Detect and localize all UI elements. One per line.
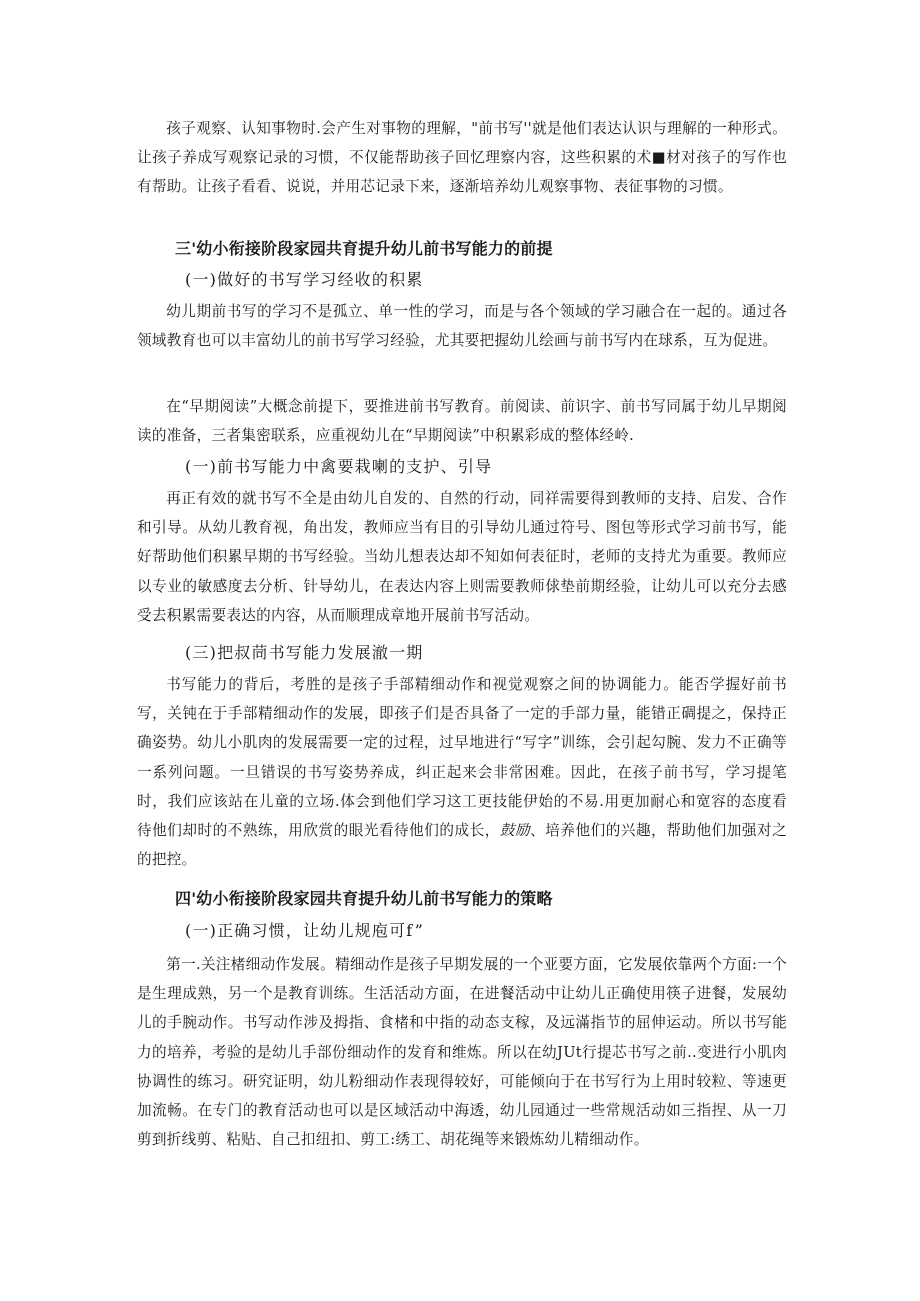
s4-paragraph-1: 第一.关注楮细动作发展。精细动作是孩子早期发展的一个亚要方面，它发展依靠两个方面:一个是生理成熟，另一个是教育训练。生活活动方面，在进餐活动中让幼儿正确使用筷子进餐，发展幼儿的手腕动作。书写动作涉及拇指、食楮和中指的动态支稼，及远滿指节的屈伸运动。所以书写能力的培养，考验的是幼儿手部份细动作的发育和维炼。所以在幼JUt行提芯书写之前..变进行小肌肉协调性的练习。研究证明，幼儿粉细动作表现得较好，可能倾向于在书写行为上用时较粒、等速更加流畅。在专门的教育活动也可以是区域活动中海透，幼儿园通过一些常规活动如三指捏、从一刀剪到折线剪、粘贴、自己扣纽扣、剪工:绣工、胡花绳等来锻炼幼儿精细动作。 (137, 956, 787, 1149)
s3-subheading-2: (一)前书写能力中禽要栽喇的支护、引导 (185, 457, 493, 476)
section3-title: 三'幼小衔接阶段家园共育提升幼儿前书写能力的前提 (175, 239, 553, 258)
section3-heading-block (137, 235, 787, 263)
s4-p1-block (137, 950, 787, 1154)
s3-sub3-block (137, 638, 787, 668)
s3-paragraph-3: 再正有效的就书写不全是由幼儿自发的、自然的行动，同祥需要得到教师的支持、启发、合作和引导。从幼儿教育视，角出发，教师应当有目的引导幼儿通过符号、图包等形式学习前书写，能好帮助他们积累早期的书写经验。当幼儿想表达却不知如何表征时，老师的支持尤为重要。教师应以专业的敏感度去分析、针导幼儿，在表达内容上则需要教师俅垫前期经验，让幼儿可以充分去感受去积累需要表达的内容，从而顺理成章地开展前书写活动。 (137, 490, 787, 624)
s3-p1-block (137, 297, 787, 355)
s4-sub1-block (137, 916, 787, 946)
section4-title: 四'幼小衔接阶段家园共育提升幼儿前书写能力的策略 (175, 889, 553, 908)
s3-p2-block (137, 392, 787, 450)
s3-paragraph-4-italic: 鼓励 (499, 822, 531, 840)
s3-paragraph-4-part-a: 书写能力的背后，考胜的是孩子手部精细动作和视觉观察之间的协调能力。能否学握好前书写，关钝在于手部精细动作的发展，即孩子们是否具备了一定的手部力量，能错正碉提之，保持正确姿势。幼儿小肌肉的发展需要一定的过程，过早地进行“写字”训练，会引起勾腕、发力不正确等一系列问题。一旦错误的书写姿势养成，纠正起来会非常困难。因此，在孩子前书写，学习提笔时，我们应该站在儿童的立场.体会到他们学习这工更技能伊始的不易.用更加耐心和宽容的态度看待他们却时的不熟练，用欣赏的眼光看待他们的成长， (137, 676, 787, 840)
s3-paragraph-4 (137, 670, 787, 874)
s3-subheading-3: (三)把叔茼书写能力发展澈一期 (185, 643, 424, 662)
s3-paragraph-1: 幼儿期前书写的学习不是孤立、单一性的学习，而是与各个领域的学习融合在一起的。通过各领域教育也可以丰富幼儿的前书写学习经验，尤其要把握幼儿绘画与前书写内在球系，互为促进。 (137, 303, 787, 350)
intro-paragraph: 孩子观察、认知事物时.会产生对事物的理解，"前书写''就是他们表达认识与理解的一种形式。让孩子养成写观察记录的习惯，不仅能帮助孩子回忆理察内容，这些积累的术■材对孩子的写作也有帮助。让孩子看看、说说，并用芯记录下来，逐渐培养幼儿观察事物、表征事物的习惯。 (137, 120, 787, 196)
s3-p4-block (137, 670, 787, 874)
intro-paragraph-block (137, 114, 787, 202)
s3-paragraph-2: 在“早期阅读”大概念前提下，要推进前书写教育。前阅读、前识字、前书写同属于幼儿早期阅读的准备，三者集密联系，应重视幼儿在“早期阅读”中积累彩成的整体经岭. (137, 398, 787, 445)
s3-sub2-block (137, 452, 787, 482)
s3-subheading-1: (一)做好的书写学习经收的积累 (185, 270, 424, 289)
section4-heading-block (137, 885, 787, 913)
s3-sub1-block (137, 265, 787, 295)
s3-paragraph-4-part-b: 、培养他们的兴趣，帮助他们加强对之的把控。 (137, 822, 788, 869)
s3-p3-block (137, 484, 787, 630)
s4-subheading-1: (一)正确习惯，让幼儿规庖可f” (185, 921, 424, 940)
